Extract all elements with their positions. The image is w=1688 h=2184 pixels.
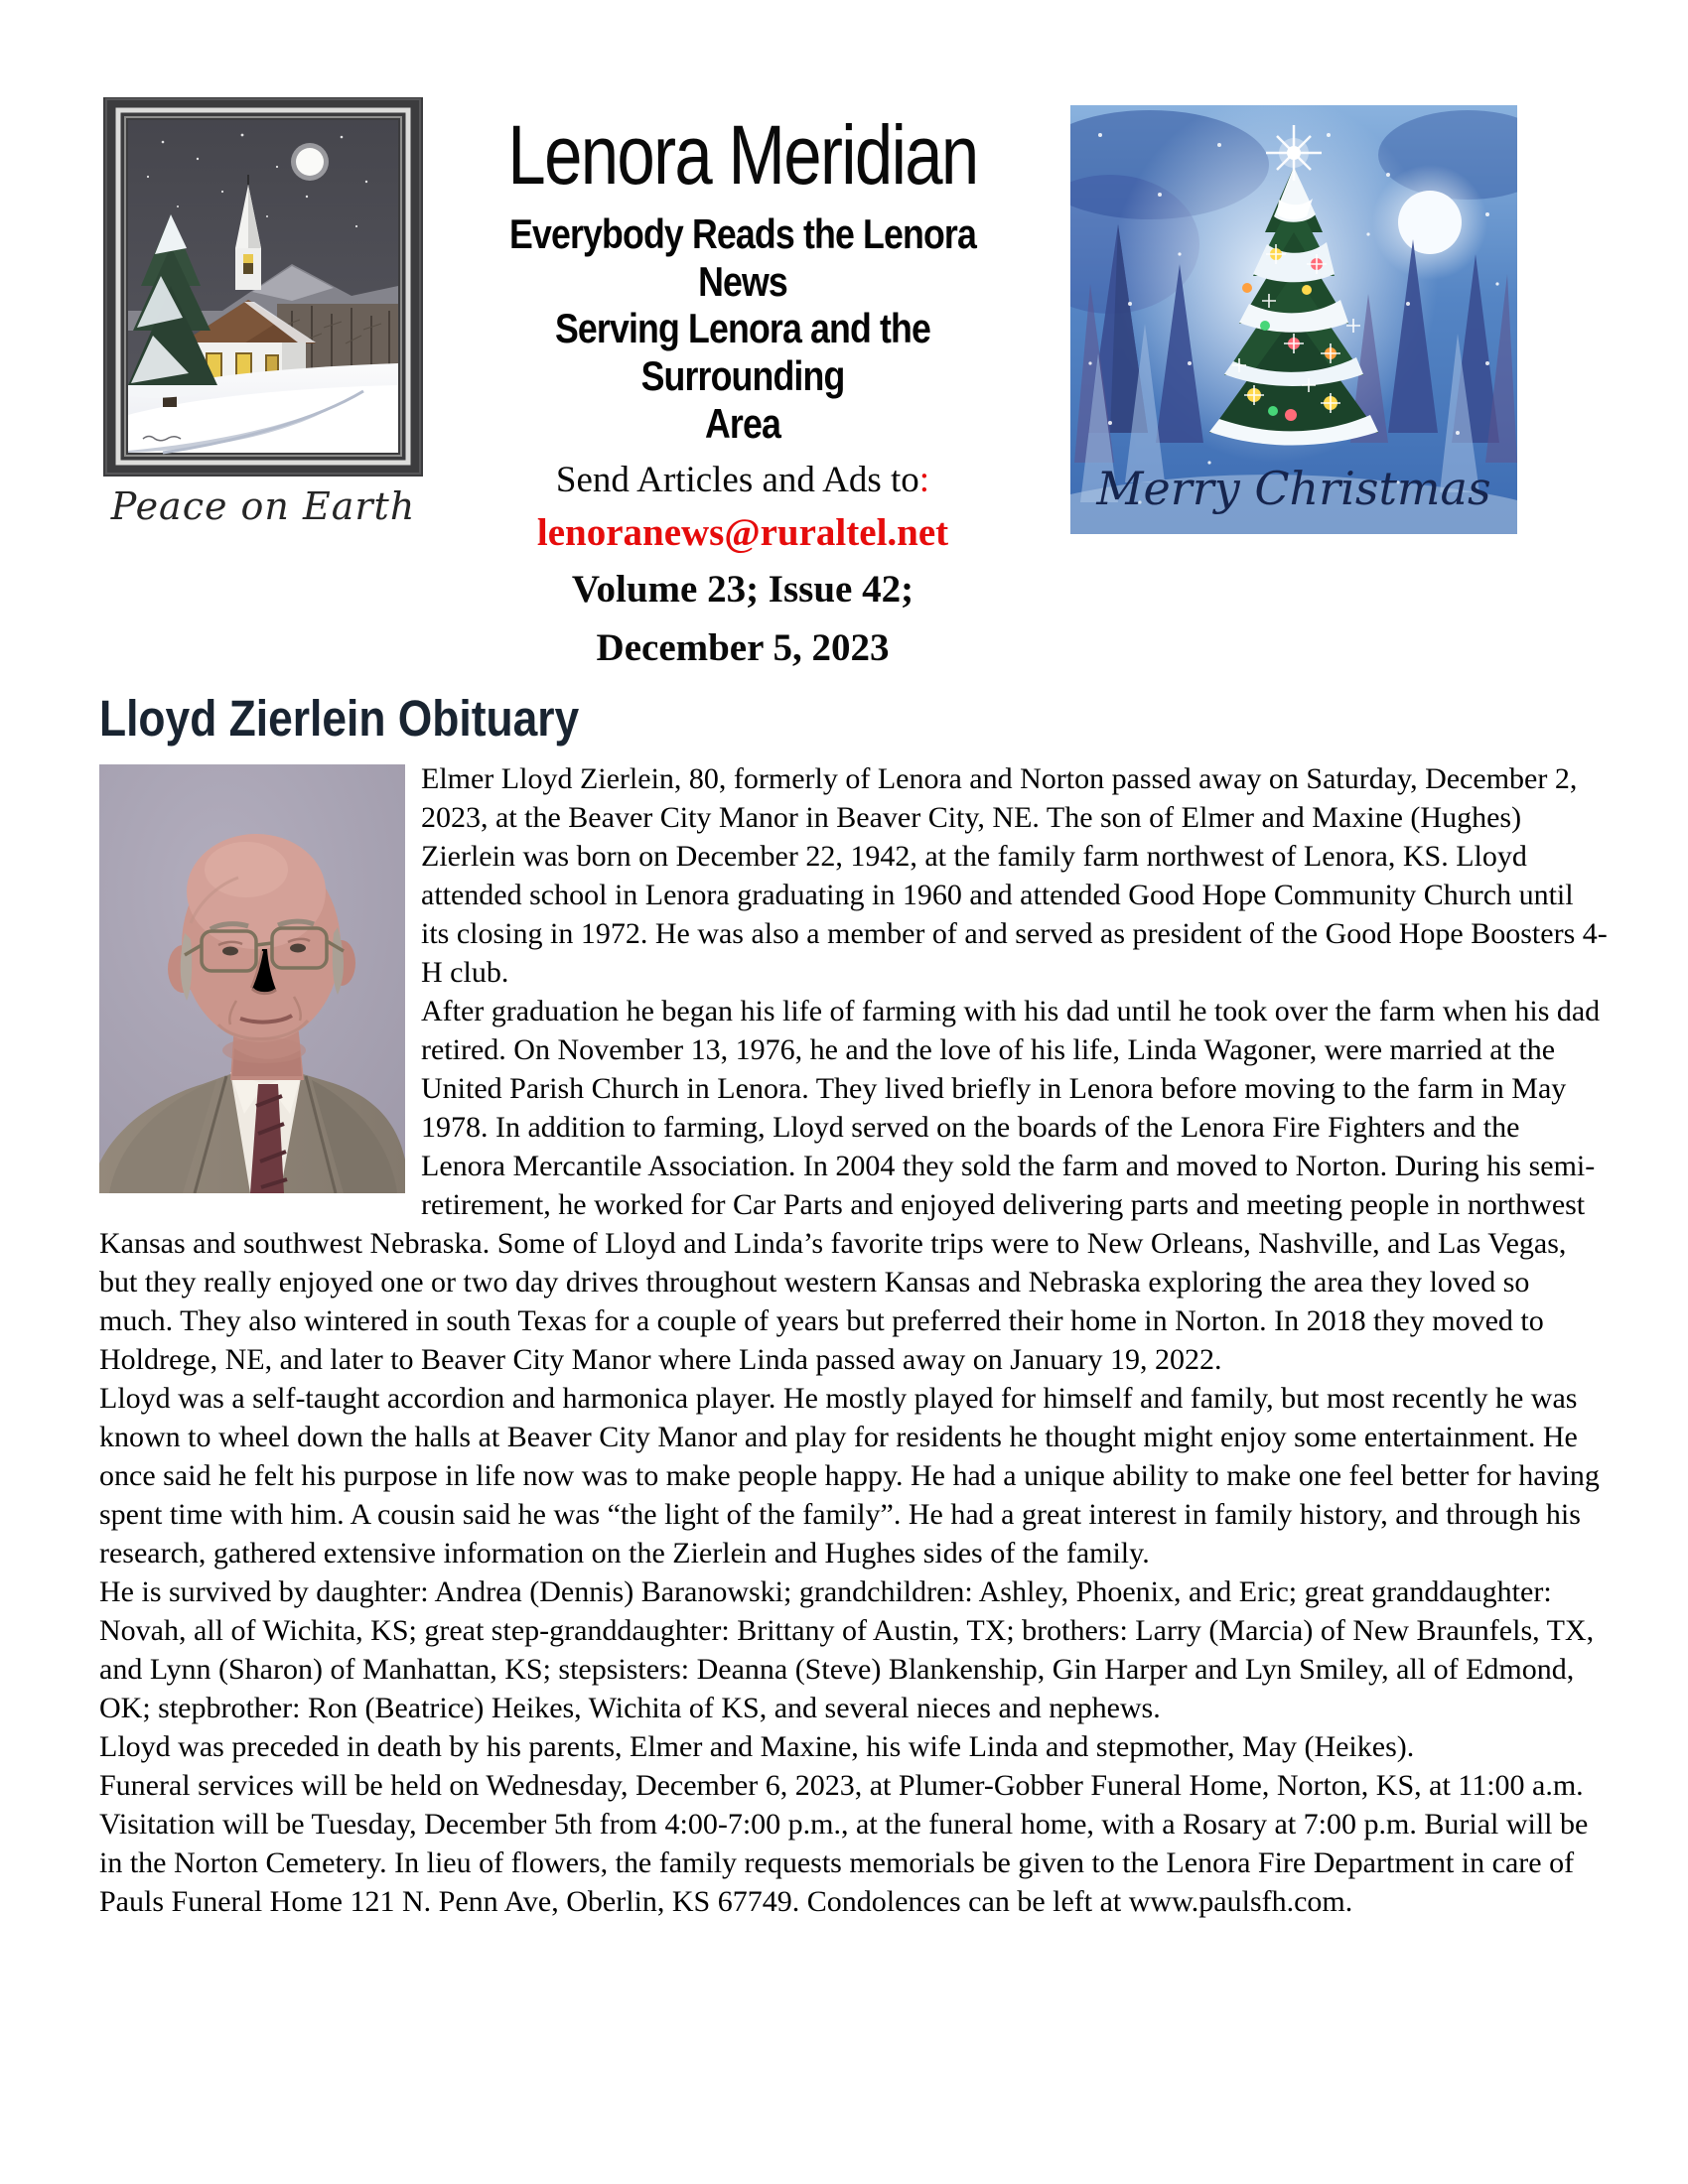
obituary-portrait-photo xyxy=(99,764,405,1193)
tagline-line-3: Area xyxy=(705,400,780,448)
article-body xyxy=(99,759,1609,1921)
church-painting-image xyxy=(103,97,423,477)
newsletter-title: Lenora Meridian xyxy=(507,108,978,202)
obituary-paragraph-1: Elmer Lloyd Zierlein, 80, formerly of Lenora and Norton passed away on Saturday, December 2, 2023, at the Beaver City Manor in Beaver City, NE. The son of Elmer and Maxine (Hughes) Zierlein was born on December 22, 1942, at the family farm northwest of Lenora, KS. Lloyd attended school in Lenora graduating in 1960 and attended Good Hope Community Church until its closing in 1972. He was also a member of and served as president of the Good Hope Boosters 4-H club. xyxy=(421,762,1608,990)
church-caption: Peace on Earth xyxy=(110,484,416,528)
article-heading: Lloyd Zierlein Obituary xyxy=(99,690,580,748)
send-articles-line xyxy=(423,458,1062,502)
obituary-paragraph-5: Lloyd was preceded in death by his parents, Elmer and Maxine, his wife Linda and stepmother, May (Heikes). xyxy=(99,1730,1415,1764)
newsletter-email: lenoranews@ruraltel.net xyxy=(536,511,949,555)
send-articles-colon: : xyxy=(918,460,930,501)
merry-christmas-caption: Merry Christmas xyxy=(1096,462,1491,515)
send-articles-label: Send Articles and Ads to xyxy=(555,460,919,501)
portrait-image xyxy=(99,764,405,1193)
masthead-text xyxy=(423,108,1062,673)
obituary-paragraph-2: After graduation he began his life of farming with his dad until he took over the farm when his dad retired. On November 13, 1976, he and the love of his life, Linda Wagoner, were married at the United Parish Church in Lenora. They lived briefly in Lenora before moving to the farm in May 1978. In addition to farming, Lloyd served on the boards of the Lenora Fire Fighters and the Lenora Mercantile Association. In 2004 they sold the farm and moved to Norton. During his semi-retirement, he worked for Car Parts and enjoyed delivering parts and meeting people in northwest Kansas and southwest Nebraska. Some of Lloyd and Linda’s favorite trips were to New Orleans, Nashville, and Las Vegas, but they really enjoyed one or two day drives throughout western Kansas and Nebraska exploring the area they loved so much. They also wintered in south Texas for a couple of years but preferred their home in Norton. In 2018 they moved to Holdrege, NE, and later to Beaver City Manor where Linda passed away on January 19, 2022. xyxy=(99,995,1601,1377)
tagline-line-2: Serving Lenora and the Surrounding xyxy=(554,305,931,400)
christmas-card-figure xyxy=(1070,105,1517,534)
church-painting-figure xyxy=(103,97,423,528)
christmas-tree-image xyxy=(1070,105,1517,534)
issue-date-line: December 5, 2023 xyxy=(596,625,890,669)
tagline-line-1: Everybody Reads the Lenora News xyxy=(509,209,976,305)
masthead xyxy=(0,0,1688,673)
volume-issue-line: Volume 23; Issue 42; xyxy=(571,567,914,611)
obituary-paragraph-3: Lloyd was a self-taught accordion and harmonica player. He mostly played for himself and family, but most recently he was known to wheel down the halls at Beaver City Manor and play for residents he thought might enjoy some entertainment. He once said he felt his purpose in life now was to make people happy. He had a unique ability to make one feel better for having spent time with him. A cousin said he was “the light of the family”. He had a great interest in family history, and through his research, gathered extensive information on the Zierlein and Hughes sides of the family. xyxy=(99,1382,1600,1570)
obituary-paragraph-4: He is survived by daughter: Andrea (Dennis) Baranowski; grandchildren: Ashley, Phoenix, and Eric; great granddaughter: Novah, all of Wichita, KS; great step-granddaughter: Brittany of Austin, TX; brothers: Larry (Marcia) of New Braunfels, TX, and Lynn (Sharon) of Manhattan, KS; stepsisters: Deanna (Steve) Blankenship, Gin Harper and Lyn Smiley, all of Edmond, OK; stepbrother: Ron (Beatrice) Heikes, Wichita of KS, and several nieces and nephews. xyxy=(99,1575,1595,1725)
obituary-paragraph-6: Funeral services will be held on Wednesday, December 6, 2023, at Plumer-Gobber Funeral Home, Norton, KS, at 11:00 a.m. Visitation will be Tuesday, December 5th from 4:00-7:00 p.m., at the funeral home, with a Rosary at 7:00 p.m. Burial will be in the Norton Cemetery. In lieu of flowers, the family requests memorials be given to the Lenora Fire Department in care of Pauls Funeral Home 121 N. Penn Ave, Oberlin, KS 67749. Condolences can be left at www.paulsfh.com. xyxy=(99,1769,1589,1919)
